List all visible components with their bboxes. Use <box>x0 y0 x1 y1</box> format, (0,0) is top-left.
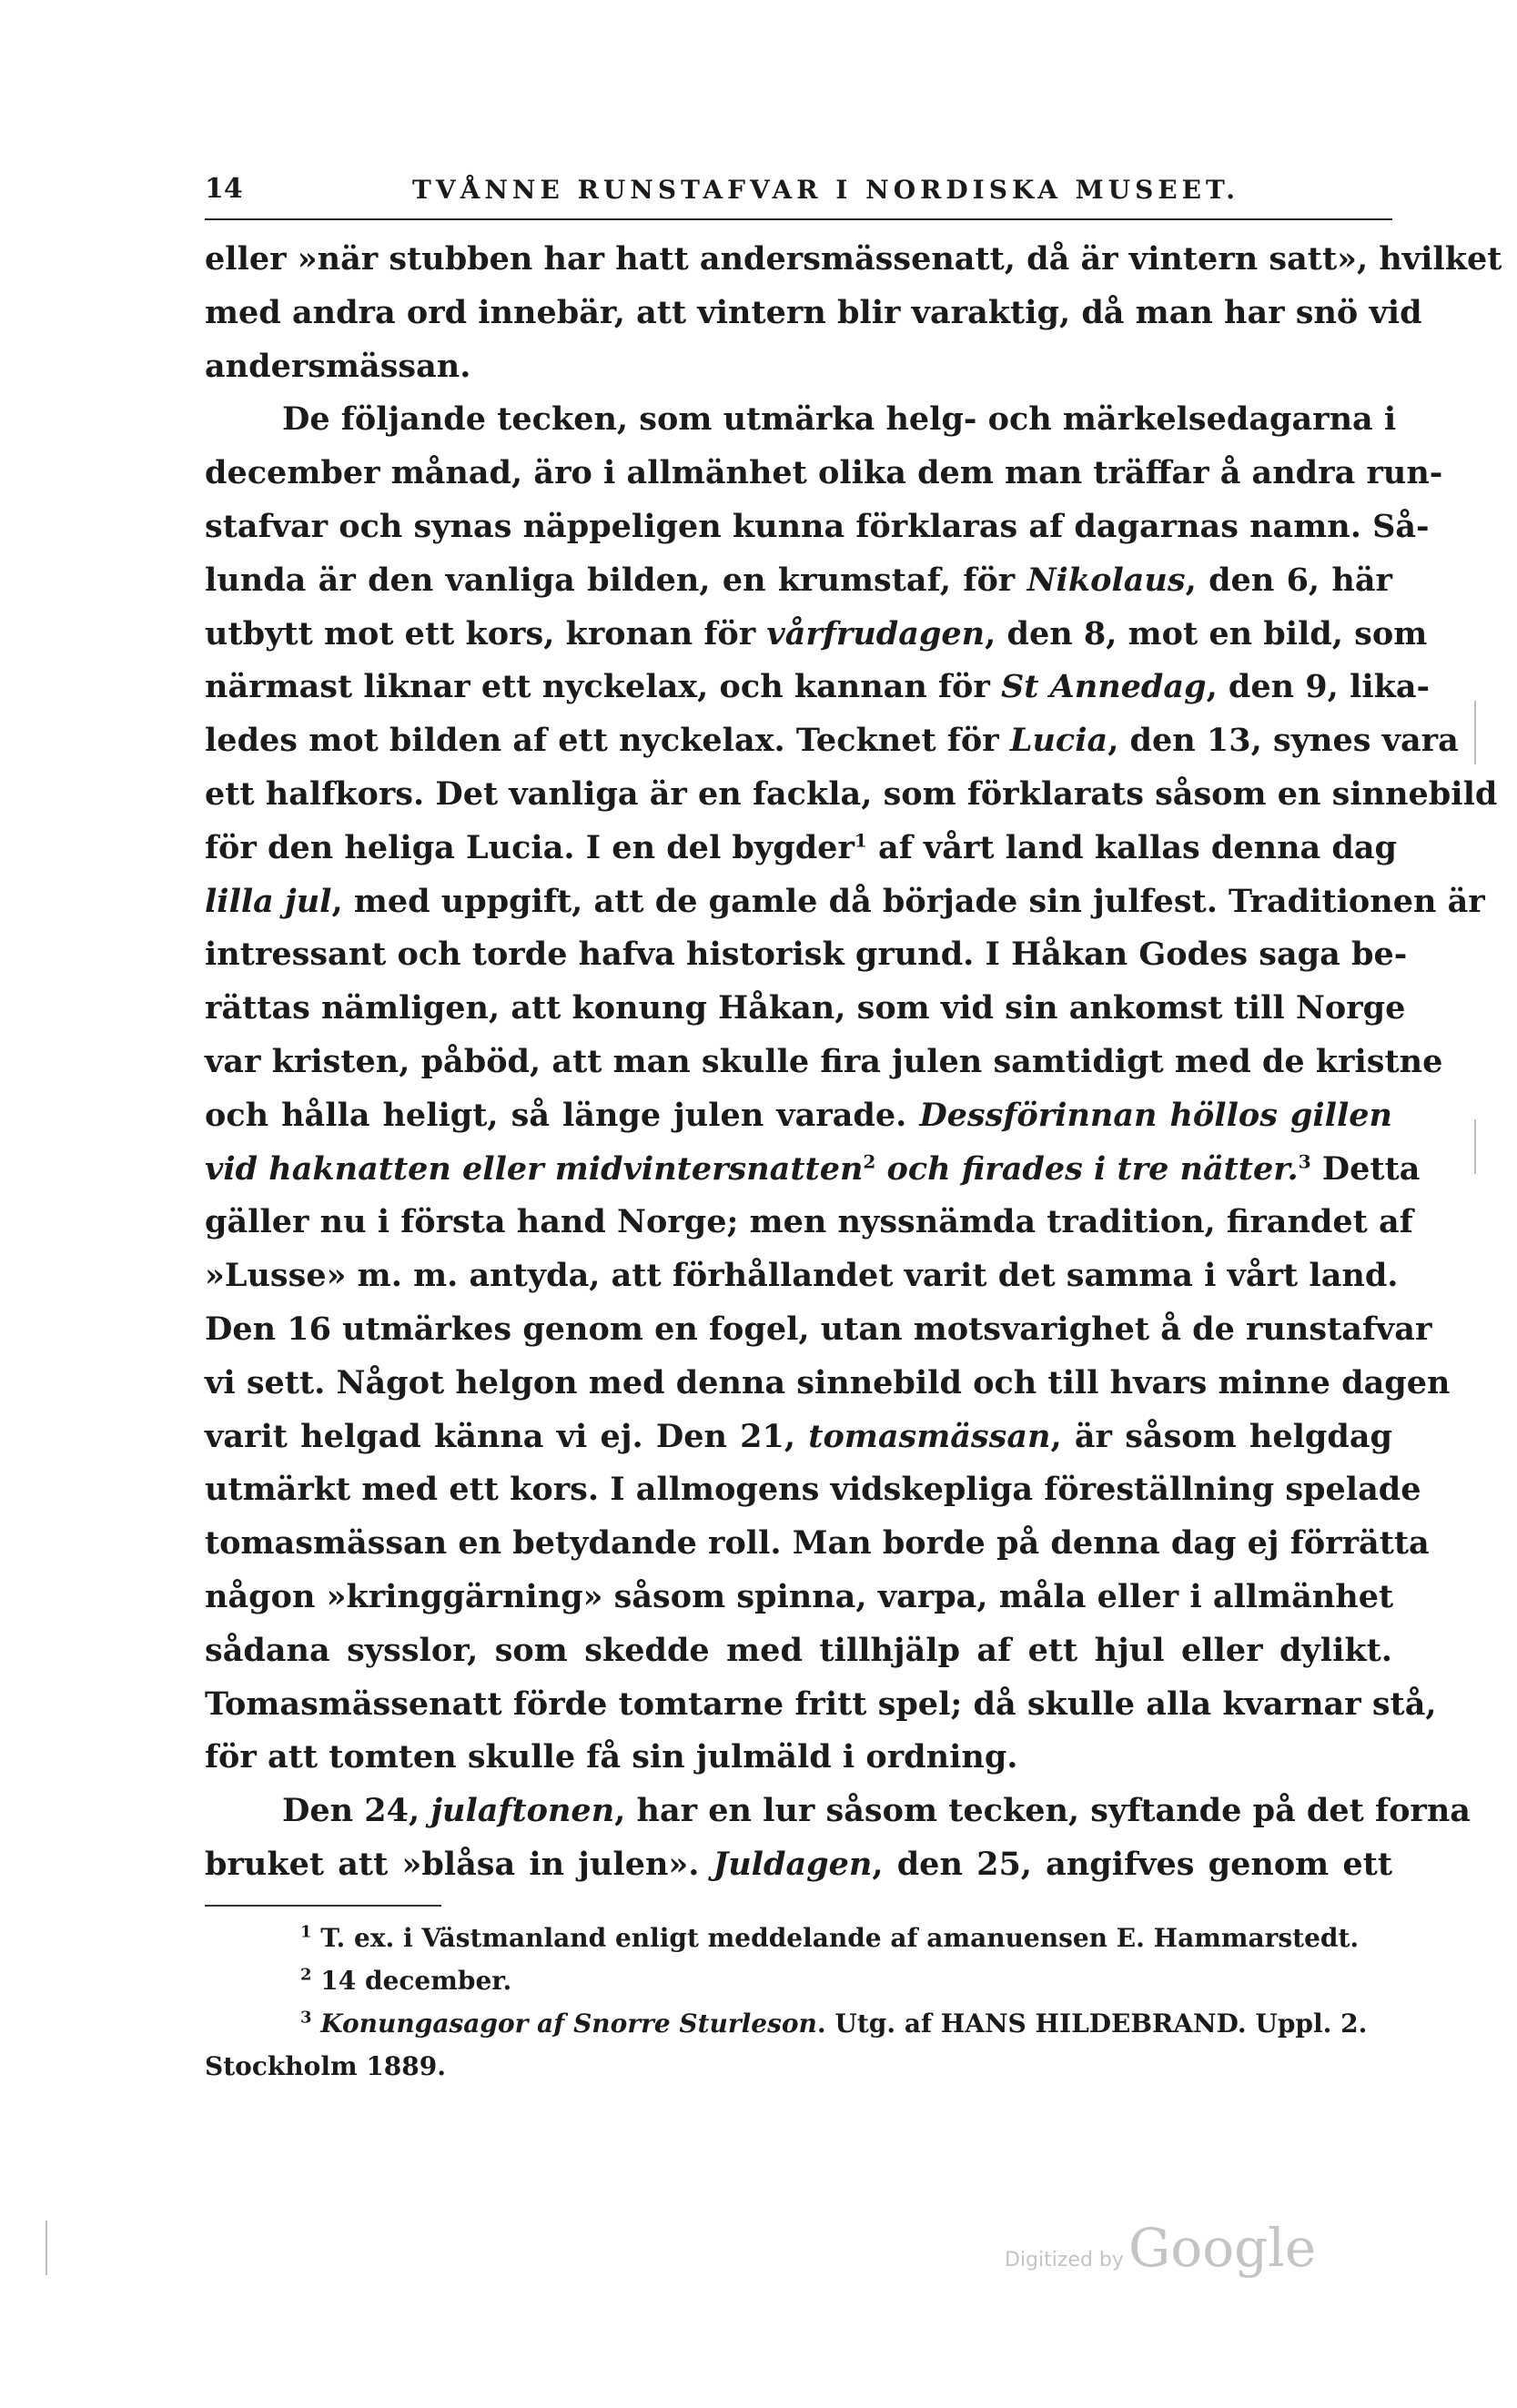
text-line: vid haknatten eller midvintersnatten$^2$ och firades i tre nätter.$^3$ Detta <box>205 1149 1421 1188</box>
footnote-3-continued: Stockholm 1889. <box>205 2051 447 2081</box>
text-line: »Lusse» m. m. antyda, att förhållandet varit det samma i vårt land. <box>205 1257 1399 1295</box>
text-line: bruket att »blåsa in julen». Juldagen, den 25, angifves genom ett <box>205 1845 1392 1883</box>
watermark-prefix: Digitized by <box>1005 2249 1124 2271</box>
text-line: någon »kringgärning» såsom spinna, varpa, måla eller i allmänhet <box>205 1577 1394 1615</box>
text-line: ett halfkors. Det vanliga är en fackla, som förklarats såsom en sinnebild <box>205 774 1498 813</box>
page-number: 14 <box>205 173 243 205</box>
page-header <box>205 169 1392 215</box>
text-line: vi sett. Något helgon med denna sinnebild och till hvars minne dagen <box>205 1363 1451 1401</box>
text-line: lilla jul, med uppgift, att de gamle då började sin julfest. Traditionen är <box>205 882 1485 920</box>
text-line: ledes mot bilden af ett nyckelax. Tecknet för Lucia, den 13, synes vara <box>205 722 1459 760</box>
text-line: närmast liknar ett nyckelax, och kannan för St Annedag, den 9, lika- <box>205 668 1431 706</box>
text-line: Tomasmässenatt förde tomtarne fritt spel; då skulle alla kvarnar stå, <box>205 1685 1437 1723</box>
body-text <box>205 233 1502 1892</box>
text-line: sådana sysslor, som skedde med tillhjälp af ett hjul eller dylikt. <box>205 1631 1392 1669</box>
text-line: rättas nämligen, att konung Håkan, som vid sin ankomst till Norge <box>205 989 1406 1027</box>
footnote-3: $^3$ Konungasagor af Snorre Sturleson. Utg. af HANS HILDEBRAND. Uppl. 2. <box>300 2008 1368 2039</box>
text-line: Den 24, julaftonen, har en lur såsom tecken, syftande på det forna <box>282 1792 1471 1830</box>
google-logo: Google <box>1128 2217 1317 2279</box>
text-line: var kristen, påböd, att man skulle fira julen samtidigt med de kristne <box>205 1042 1443 1080</box>
footnote-1: $^1$ T. ex. i Västmanland enligt meddelande af amanuensen E. Hammarstedt. <box>300 1922 1360 1953</box>
footnote-ref: 2 <box>863 1149 876 1172</box>
header-rule <box>205 218 1392 220</box>
digitized-watermark <box>1005 2217 1332 2281</box>
text-line: eller »när stubben har hatt andersmässenatt, då är vintern satt», hvilket <box>205 240 1502 278</box>
scan-edge-mark <box>46 2221 47 2275</box>
text-line: med andra ord innebär, att vintern blir varaktig, då man har snö vid <box>205 293 1422 331</box>
running-title: TVÅNNE RUNSTAFVAR I NORDISKA MUSEET. <box>412 175 1239 205</box>
text-line: utmärkt med ett kors. I allmogens vidskepliga föreställning spelade <box>205 1471 1421 1509</box>
text-line: för att tomten skulle få sin julmäld i ordning. <box>205 1738 1018 1776</box>
text-line: för den heliga Lucia. I en del bygder$^1$ af vårt land kallas denna dag <box>205 828 1398 866</box>
footnotes <box>205 1917 1392 2088</box>
footnote-ref: 3 <box>1298 1149 1311 1172</box>
footnote-ref: 1 <box>854 829 867 852</box>
text-line: tomasmässan en betydande roll. Man borde på denna dag ej förrätta <box>205 1524 1430 1563</box>
footnote-2: $^2$ 14 december. <box>300 1965 512 1996</box>
footnote-rule <box>205 1905 441 1907</box>
text-line: Den 16 utmärkes genom en fogel, utan motsvarighet å de runstafvar <box>205 1310 1432 1348</box>
text-line: De följande tecken, som utmärka helg- och märkelsedagarna i <box>282 400 1397 439</box>
text-line: och hålla heligt, så länge julen varade. Dessförinnan höllos gillen <box>205 1096 1392 1134</box>
text-line: varit helgad känna vi ej. Den 21, tomasmässan, är såsom helgdag <box>205 1417 1392 1455</box>
scan-edge-mark <box>1474 1119 1476 1174</box>
text-line: december månad, äro i allmänhet olika dem man träffar å andra run- <box>205 454 1443 492</box>
text-line: lunda är den vanliga bilden, en krumstaf, för Nikolaus, den 6, här <box>205 561 1392 599</box>
text-line: gäller nu i första hand Norge; men nyssnämda tradition, firandet af <box>205 1203 1413 1241</box>
text-line: andersmässan. <box>205 347 471 385</box>
text-line: utbytt mot ett kors, kronan för vårfrudagen, den 8, mot en bild, som <box>205 614 1428 653</box>
scan-edge-mark <box>1474 701 1476 764</box>
text-line: intressant och torde hafva historisk grund. I Håkan Godes saga be- <box>205 936 1408 974</box>
text-line: stafvar och synas näppeligen kunna förklaras af dagarnas namn. Så- <box>205 507 1430 545</box>
